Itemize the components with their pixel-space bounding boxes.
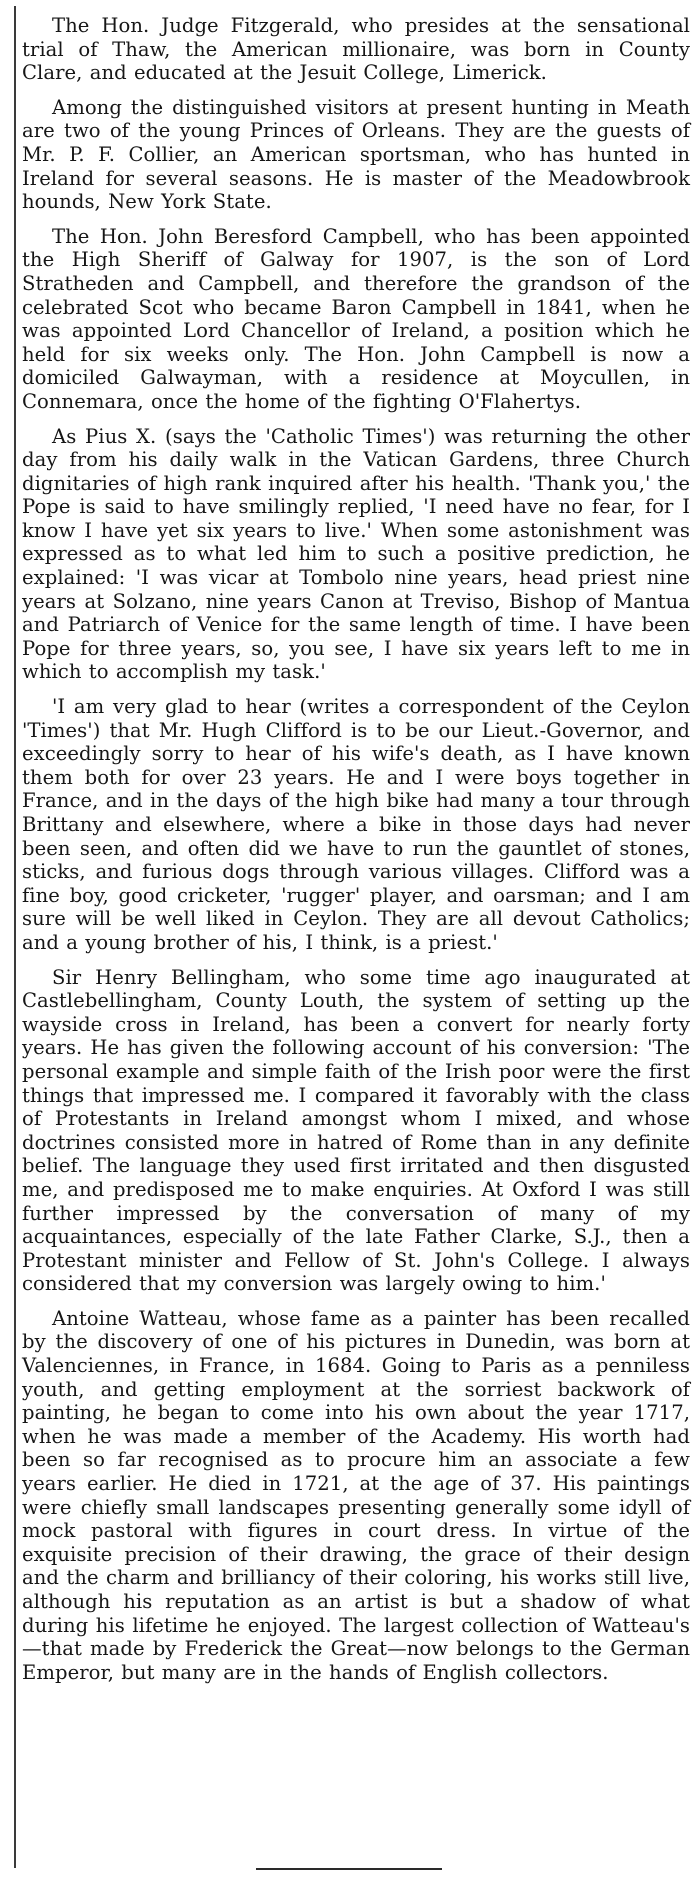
paragraph-antoine-watteau: Antoine Watteau, whose fame as a painter has been recalled by the discovery of one of his pictures in Dunedin, was born at Valenciennes, in France, in 1684. Going to Paris as a penniless youth, and getting employment at the sorriest backwork of painting, he began to come into his own about the year 1717, when he was made a member of the Academy. His worth had been so far recognised as to procure him an associate a few years earlier. He died in 1721, at the age of 37. His paintings were chiefly small landscapes presenting generally some idyll of mock pastoral with figures in court dress. In virtue of the exquisite precision of their drawing, the grace of their design and the charm and brilliancy of their coloring, his works still live, although his reputation as an artist is but a shadow of what during his lifetime he enjoyed. The largest collection of Watteau's—that made by Frederick the Great—now belongs to the German Emperor, but many are in the hands of English collectors. (22, 1306, 690, 1684)
paragraph-john-beresford-campbell: The Hon. John Beresford Campbell, who has been appointed the High Sheriff of Galway for 1907, is the son of Lord Stratheden and Campbell, and therefore the grandson of the celebrated Scot who became Baron Campbell in 1841, when he was appointed Lord Chancellor of Ireland, a position which he held for six weeks only. The Hon. John Campbell is now a domiciled Galwayman, with a residence at Moycullen, in Connemara, once the home of the fighting O'Flahertys. (22, 224, 690, 413)
paragraph-judge-fitzgerald: The Hon. Judge Fitzgerald, who presides at the sensational trial of Thaw, the American millionaire, was born in County Clare, and educated at the Jesuit College, Limerick. (22, 14, 690, 85)
paragraph-henry-bellingham: Sir Henry Bellingham, who some time ago inaugurated at Castlebellingham, County Louth, the system of setting up the wayside cross in Ireland, has been a convert for nearly forty years. He has given the following account of his conversion: 'The personal example and simple faith of the Irish poor were the first things that impressed me. I compared it favorably with the class of Protestants in Ireland amongst whom I mixed, and whose doctrines consisted more in hatred of Rome than in any definite belief. The language they used first irritated and then disgusted me, and predisposed me to make enquiries. At Oxford I was still further impressed by the conversation of many of my acquaintances, especially of the late Father Clarke, S.J., then a Protestant minister and Fellow of St. John's College. I always considered that my conversion was largely owing to him.' (22, 965, 690, 1296)
paragraph-princes-of-orleans: Among the distinguished visitors at present hunting in Meath are two of the young Princes of Orleans. They are the guests of Mr. P. F. Collier, an American sportsman, who has hunted in Ireland for several seasons. He is master of the Meadowbrook hounds, New York State. (22, 95, 690, 214)
section-divider (256, 1868, 442, 1870)
paragraph-pius-x: As Pius X. (says the 'Catholic Times') was returning the other day from his daily walk in the Vatican Gardens, three Church dignitaries of high rank inquired after his health. 'Thank you,' the Pope is said to have smilingly replied, 'I need have no fear, for I know I have yet six years to live.' When some astonishment was expressed as to what led him to such a positive prediction, he explained: 'I was vicar at Tombolo nine years, head priest nine years at Solzano, nine years Canon at Treviso, Bishop of Mantua and Patriarch of Venice for the same length of time. I have been Pope for three years, so, you see, I have six years left to me in which to accomplish my task.' (22, 424, 690, 684)
column-rule (14, 6, 16, 1868)
paragraph-hugh-clifford: 'I am very glad to hear (writes a correspondent of the Ceylon 'Times') that Mr. Hugh Clifford is to be our Lieut.-Governor, and exceedingly sorry to hear of his wife's death, as I have known them both for over 23 years. He and I were boys together in France, and in the days of the high bike had many a tour through Brittany and elsewhere, where a bike in those days had never been seen, and often did we have to run the gauntlet of stones, sticks, and furious dogs through various villages. Clifford was a fine boy, good cricketer, 'rugger' player, and oarsman; and I am sure will be well liked in Ceylon. They are all devout Catholics; and a young brother of his, I think, is a priest.' (22, 695, 690, 954)
